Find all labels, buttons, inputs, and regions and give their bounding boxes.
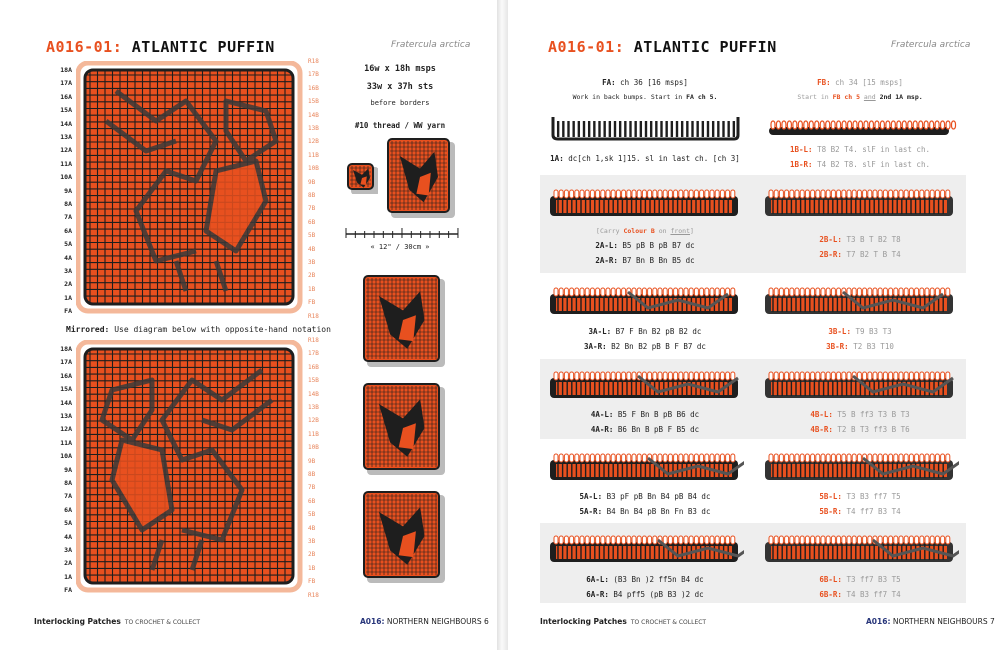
row-label-right: 10B <box>308 444 319 452</box>
row-5b-r: 5B-R: T4 ff7 B3 T4 <box>819 507 901 516</box>
row-label: 17A <box>60 358 72 367</box>
page-title-right: A016-01: ATLANTIC PUFFIN <box>548 38 777 56</box>
row-label: 13A <box>60 412 72 420</box>
row-label-right: 6B <box>308 218 316 226</box>
size-note: before borders <box>370 99 430 107</box>
row-3b-r: 3B-R: T2 B3 T10 <box>826 342 894 351</box>
row-label-right: 17B <box>308 350 319 358</box>
row-4b-r: 4B-R: T2 B T3 ff3 B T6 <box>810 425 910 434</box>
row-label-right: 6B <box>308 497 316 505</box>
scientific-name-right: Fratercula arctica <box>891 40 971 50</box>
row-label: 10A <box>60 452 72 461</box>
row-label-right: 17B <box>308 71 319 79</box>
row-label: 17A <box>60 79 72 88</box>
chain-diagram-b <box>765 113 957 143</box>
row-label-right: 8B <box>308 471 316 478</box>
row-label-right: 5B <box>308 232 316 240</box>
scale-label: « 12" / 30cm » <box>370 243 430 251</box>
row-diagram-5b <box>763 446 959 486</box>
row-label-right: 2B <box>308 272 316 280</box>
row-label-right: 11B <box>308 430 319 438</box>
row-diagram-4a <box>548 364 744 404</box>
row-3a-r: 3A-R: B2 Bn B2 pB B F B7 dc <box>584 342 706 351</box>
row-label-right: 1B <box>308 285 316 293</box>
row-label-right: 10B <box>308 165 319 173</box>
row-label-right: 14B <box>308 390 319 398</box>
size-sts: 33w x 37h sts <box>366 82 434 92</box>
row-label-right: 14B <box>308 111 319 119</box>
row-label-right: R18 <box>308 337 319 344</box>
row-diagram-3a <box>548 280 744 320</box>
fb-start-note: Start in FB ch 5 and 2nd 1A msp. <box>797 93 923 101</box>
row-5a-r: 5A-R: B4 Bn B4 pB Bn Fn B3 dc <box>579 507 711 516</box>
row-label-right: R18 <box>308 591 319 599</box>
row-label: FA <box>64 307 72 316</box>
row-diagram-4b <box>763 364 959 404</box>
stitch-chart-mirrored <box>76 340 306 594</box>
row-4b-l: 4B-L: T5 B ff3 T3 B T3 <box>810 410 910 419</box>
row-label-right: FB <box>308 578 316 586</box>
stitch-chart <box>76 61 306 315</box>
patch-photo-1 <box>360 272 446 368</box>
row-label: 14A <box>60 398 72 407</box>
row-label-right: 5B <box>308 511 316 519</box>
row-label-right: R18 <box>308 58 319 65</box>
row-label-right: 15B <box>308 98 319 106</box>
row-label: 11A <box>60 438 72 447</box>
row-diagram-2a <box>548 182 744 222</box>
footer-collection-right: A016: NORTHERN NEIGHBOURS 7 <box>866 617 995 626</box>
row-label-right: 8B <box>308 192 316 199</box>
row-5a-l: 5A-L: B3 pF pB Bn B4 pB B4 dc <box>579 492 711 501</box>
row-label: 5A <box>64 519 72 528</box>
row-label: 15A <box>60 385 72 394</box>
row-label-right: 12B <box>308 417 319 425</box>
row-6b-r: 6B-R: T4 B3 ff7 T4 <box>819 590 901 599</box>
footer-brand-right: Interlocking Patches TO CROCHET & COLLECT <box>540 617 707 626</box>
yarn-info: #10 thread / WW yarn <box>354 121 446 130</box>
carry-note: [Carry Colour B on front] <box>596 227 694 235</box>
row-label: 5A <box>64 240 72 249</box>
row-label: 2A <box>64 280 72 289</box>
patch-preview-medium <box>384 135 456 219</box>
row-label-right: 1B <box>308 564 316 572</box>
row-label-right: FB <box>308 299 316 307</box>
row-label-right: 11B <box>308 151 319 159</box>
row-label: 8A <box>64 200 72 208</box>
row-label: 11A <box>60 159 72 168</box>
row-2a-r: 2A-R: B7 Bn B Bn B5 dc <box>595 256 695 265</box>
fa-work-note: Work in back bumps. Start in FA ch 5. <box>572 93 718 101</box>
row-label: 7A <box>64 492 72 501</box>
row-label-right: 3B <box>308 259 316 266</box>
row-6a-r: 6A-R: B4 pff5 (pB B3 )2 dc <box>586 590 704 599</box>
row-label-right: 13B <box>308 125 319 132</box>
row-label: 4A <box>64 532 72 541</box>
row-label: 7A <box>64 213 72 222</box>
fb-instruction: FB: ch 34 [15 msps] <box>817 78 903 87</box>
row-1b-l: 1B-L: T8 B2 T4. slF in last ch. <box>790 145 930 154</box>
row-label: 2A <box>64 559 72 568</box>
row-label-right: 13B <box>308 404 319 411</box>
row-2a-l: 2A-L: B5 pB B pB B7 dc <box>595 241 695 250</box>
book-gutter <box>497 0 508 650</box>
left-page <box>0 0 497 650</box>
row-label: 12A <box>60 146 72 155</box>
row-label: 12A <box>60 425 72 434</box>
row-label: 18A <box>60 345 72 353</box>
row-label: 6A <box>64 226 72 235</box>
row-4a-r: 4A-R: B6 Bn B pB F B5 dc <box>590 425 700 434</box>
row-label: 9A <box>64 465 72 474</box>
size-msps: 16w x 18h msps <box>364 64 436 74</box>
row-label: 1A <box>64 293 72 302</box>
row-label: FA <box>64 586 72 595</box>
row-label: 15A <box>60 106 72 115</box>
row-5b-l: 5B-L: T3 B3 ff7 T5 <box>819 492 901 501</box>
row-label: 3A <box>64 267 72 275</box>
row-label-right: 12B <box>308 138 319 146</box>
row-label: 18A <box>60 66 72 74</box>
row-1b-r: 1B-R: T4 B2 T8. slF in last ch. <box>790 160 930 169</box>
row-label-right: 9B <box>308 457 316 465</box>
row-label-right: 9B <box>308 178 316 186</box>
row-label: 4A <box>64 253 72 262</box>
row-label: 3A <box>64 546 72 554</box>
row-4a-l: 4A-L: B5 F Bn B pB B6 dc <box>590 410 700 419</box>
row-label: 13A <box>60 133 72 141</box>
row-diagram-2b <box>763 182 959 222</box>
row-diagram-6a <box>548 528 744 568</box>
row-2b-r: 2B-R: T7 B2 T B T4 <box>819 250 901 259</box>
footer-collection: A016: NORTHERN NEIGHBOURS 6 <box>360 617 489 626</box>
scale-ruler <box>344 228 460 240</box>
row-label: 16A <box>60 371 72 380</box>
row-3b-l: 3B-L: T9 B3 T3 <box>828 327 892 336</box>
row-6b-l: 6B-L: T3 ff7 B3 T5 <box>819 575 901 584</box>
row-label: 6A <box>64 505 72 514</box>
row-label: 1A <box>64 572 72 581</box>
chain-diagram-a <box>550 113 742 143</box>
row-6a-l: 6A-L: (B3 Bn )2 ff5n B4 dc <box>586 575 704 584</box>
row-1a: 1A: dc[ch 1,sk 1]15. sl in last ch. [ch 3] <box>550 154 740 163</box>
row-3a-l: 3A-L: B7 F Bn B2 pB B2 dc <box>588 327 702 336</box>
row-label: 10A <box>60 173 72 182</box>
patch-preview-small <box>346 162 378 194</box>
row-label-right: 7B <box>308 205 316 213</box>
row-diagram-5a <box>548 446 744 486</box>
row-label: 8A <box>64 479 72 487</box>
row-label: 9A <box>64 186 72 195</box>
row-2b-l: 2B-L: T3 B T B2 T8 <box>819 235 901 244</box>
row-label-right: 16B <box>308 363 319 371</box>
row-label-right: 4B <box>308 524 316 532</box>
row-diagram-6b <box>763 528 959 568</box>
row-diagram-3b <box>763 280 959 320</box>
row-label-right: R18 <box>308 312 319 320</box>
row-label-right: 15B <box>308 377 319 385</box>
scientific-name: Fratercula arctica <box>391 40 471 50</box>
row-label-right: 3B <box>308 538 316 545</box>
mirrored-note: Mirrored: Use diagram below with opposite-hand notation <box>66 325 331 334</box>
patch-photo-2 <box>360 380 446 476</box>
row-label-right: 7B <box>308 484 316 492</box>
patch-photo-3 <box>360 488 446 584</box>
row-label: 14A <box>60 119 72 128</box>
page-title: A016-01: ATLANTIC PUFFIN <box>46 38 275 56</box>
row-label-right: 16B <box>308 84 319 92</box>
row-label: 16A <box>60 92 72 101</box>
row-label-right: 4B <box>308 245 316 253</box>
fa-instruction: FA: ch 36 [16 msps] <box>602 78 688 87</box>
footer-brand: Interlocking Patches TO CROCHET & COLLECT <box>34 617 201 626</box>
row-label-right: 2B <box>308 551 316 559</box>
